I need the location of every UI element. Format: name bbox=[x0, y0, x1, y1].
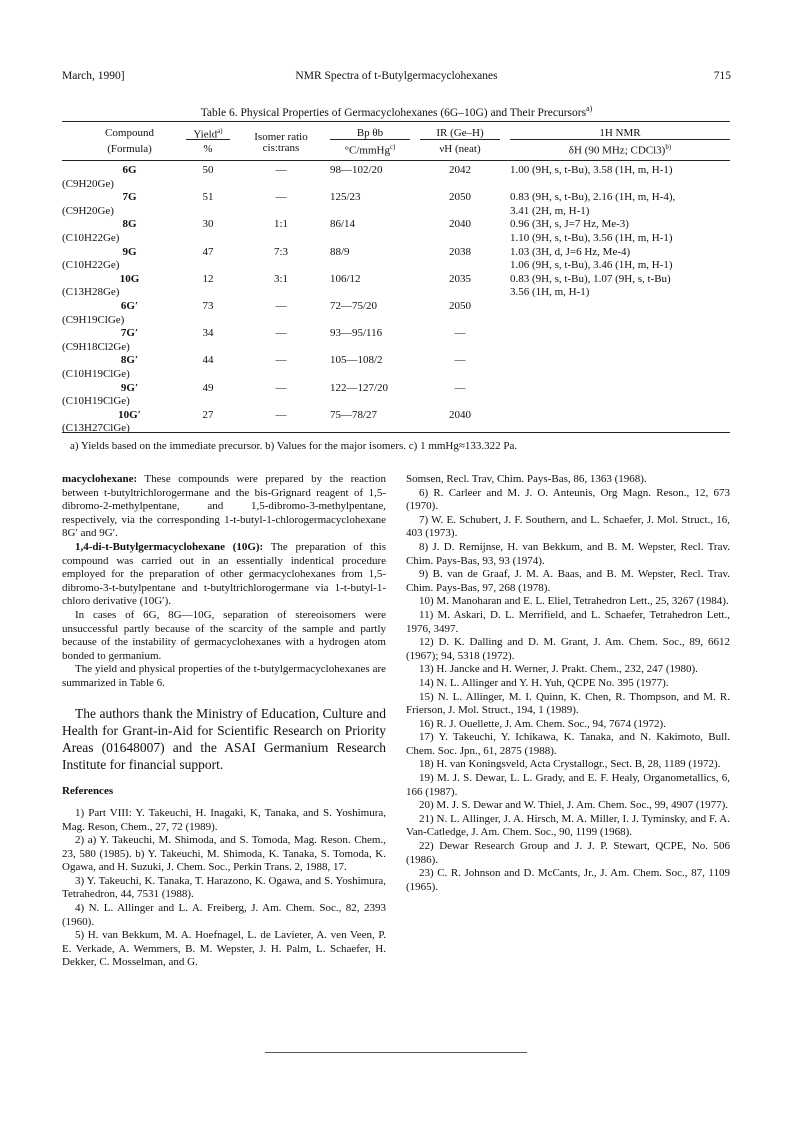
th-isomer-unit: cis:trans bbox=[262, 142, 300, 154]
cell-yield: 73 bbox=[202, 300, 214, 312]
cell-bp: 105—108/2 bbox=[330, 354, 383, 367]
th-nmr-sup: b) bbox=[665, 143, 672, 151]
cell-compound: (C9H20Ge) bbox=[62, 204, 114, 217]
reference-item: 14) N. L. Allinger and Y. H. Yuh, QCPE No. 395 (1977). bbox=[419, 676, 669, 689]
table-caption-text: Table 6. Physical Properties of Germacyclohexanes (6G–10G) and Their Precursors bbox=[200, 106, 587, 119]
header-title: NMR Spectra of t-Butylgermacyclohexanes bbox=[295, 70, 498, 82]
cell-yield: 34 bbox=[202, 327, 214, 340]
table-top-rule bbox=[62, 121, 730, 122]
cell-nmr: 3.56 (1H, m, H-1) bbox=[510, 286, 590, 299]
cell-nmr: 0.83 (9H, s, t-Bu), 2.16 (1H, m, H-4), bbox=[510, 191, 676, 204]
th-compound: Compound bbox=[105, 127, 154, 139]
cell-bp: 122—127/20 bbox=[330, 381, 389, 394]
reference-item: 22) Dewar Research Group and J. J. P. Stewart, QCPE, No. 506 (1986). bbox=[406, 840, 730, 866]
cell-nmr: 3.41 (2H, m, H-1) bbox=[510, 204, 590, 217]
table-row bbox=[62, 286, 730, 299]
th-bp-underline bbox=[330, 139, 410, 140]
cell-compound: 6G bbox=[122, 164, 137, 176]
cell-ratio: — bbox=[275, 191, 287, 204]
cell-compound: 6G′ bbox=[120, 300, 139, 312]
reference-item: 10) M. Manoharan and E. L. Eliel, Tetrahedron Lett., 25, 3267 (1984). bbox=[419, 595, 729, 608]
th-nmr: 1H NMR bbox=[599, 127, 641, 139]
cell-ratio: 7:3 bbox=[273, 245, 289, 258]
th-yield-unit: % bbox=[203, 143, 213, 155]
cell-nmr: 0.96 (3H, s, J=7 Hz, Me-3) bbox=[510, 218, 629, 231]
cell-ir: 2050 bbox=[449, 191, 471, 204]
reference-item: Somsen, Recl. Trav, Chim. Pays-Bas, 86, 1363 (1968). bbox=[406, 473, 647, 485]
cell-ratio: 1:1 bbox=[273, 218, 289, 231]
reference-item: 6) R. Carleer and M. J. O. Anteunis, Org Magn. Reson., 12, 673 (1970). bbox=[406, 486, 730, 513]
reference-item: 23) C. R. Johnson and D. McCants, Jr., J. Am. Chem. Soc., 87, 1109 (1965). bbox=[406, 867, 730, 893]
table-row bbox=[62, 273, 730, 286]
references-heading: References bbox=[62, 785, 114, 798]
cell-ratio: — bbox=[275, 300, 287, 312]
table-bottom-rule bbox=[62, 432, 730, 433]
left-column bbox=[62, 473, 386, 970]
acknowledgement: The authors thank the Ministry of Education, Culture and Health for Grant-in-Aid for Scientific Research on Priority Areas (01648007) and the ASAI Germanium Research Institute for financial support. bbox=[62, 705, 386, 773]
th-yield-label: Yield bbox=[193, 128, 218, 141]
table-row bbox=[62, 354, 730, 367]
cell-bp: 86/14 bbox=[330, 218, 356, 231]
table-row bbox=[62, 422, 730, 435]
cell-yield: 12 bbox=[202, 272, 214, 285]
reference-item: 21) N. L. Allinger, J. A. Hirsch, M. A. Miller, I. J. Tyminsky, and F. A. Van-Catledge, J. Am. Chem. Soc., 90, 1199 (1968). bbox=[406, 812, 730, 839]
reference-item: 9) B. van de Graaf, J. M. A. Baas, and B. M. Wepster, Recl. Trav. Chim. Pays-Bas, 97, 268 (1978). bbox=[406, 568, 730, 594]
th-bp-sup: c) bbox=[389, 143, 396, 151]
cell-compound: 8G′ bbox=[120, 354, 139, 367]
paragraph-2-text: The preparation of this compound was carried out in an essentially indentical procedure employed for the preparation of other germacyclohexanes from 1,5-dibromo-3-t-butylpentane and t-butyltrichlorogermane via 1-t-butyl-1-chloro derivative (10G′). bbox=[62, 540, 387, 608]
th-yield-sup: a) bbox=[217, 127, 223, 135]
reference-item: 7) W. E. Schubert, J. F. Southern, and L. Schaefer, J. Mol. Struct., 16, 403 (1973). bbox=[406, 513, 730, 540]
table-caption-sup: a) bbox=[586, 104, 593, 113]
th-yield-underline bbox=[186, 139, 230, 140]
cell-bp: 106/12 bbox=[330, 272, 361, 285]
reference-item: 1) Part VIII: Y. Takeuchi, H. Inagaki, K, Tanaka, and S. Yoshimura, Mag. Reson, Chem., 27, 72 (1989). bbox=[62, 806, 386, 833]
reference-item: 5) H. van Bekkum, M. A. Hoefnagel, L. de Lavieter, A. ven Veen, P. E. Verkade, A. Wemmers, B. M. Wepster, J. H. Palm, L. Schaefer, H. Dekker, C. Mosselman, and G. bbox=[62, 929, 386, 969]
cell-ir: 2040 bbox=[449, 218, 471, 231]
end-rule bbox=[265, 1052, 527, 1053]
cell-nmr: 1.10 (9H, s, t-Bu), 3.56 (1H, m, H-1) bbox=[510, 232, 673, 244]
reference-item: 2) a) Y. Takeuchi, M. Shimoda, and S. Tomoda, Mag. Reson. Chem., 23, 580 (1985). b) Y. Takeuchi, M. Shimoda, K. Tanaka, S. Tomoda, K. Ogawa, and H. Suzuki, J. Chem. Soc., Perkin Trans. 2, 1988, 17. bbox=[62, 834, 386, 874]
cell-compound: (C10H22Ge) bbox=[62, 232, 120, 244]
cell-compound: (C10H19ClGe) bbox=[62, 395, 130, 408]
cell-compound: (C13H28Ge) bbox=[62, 286, 120, 299]
cell-ratio: — bbox=[275, 354, 287, 367]
cell-ir: 2050 bbox=[449, 300, 471, 312]
cell-nmr: 1.06 (9H, s, t-Bu), 3.46 (1H, m, H-1) bbox=[510, 259, 673, 272]
cell-compound: 10G bbox=[119, 272, 140, 285]
paragraph-4: The yield and physical properties of the t-butylgermacyclohexanes are summarized in Table 6. bbox=[62, 663, 386, 689]
th-ir: IR (Ge–H) bbox=[436, 127, 484, 139]
cell-compound: 7G bbox=[122, 191, 137, 204]
table-footnote: a) Yields based on the immediate precursor. b) Values for the major isomers. c) 1 mmHg≈133.322 Pa. bbox=[70, 440, 518, 452]
table-row bbox=[62, 382, 730, 395]
table-row bbox=[62, 327, 730, 340]
table-row bbox=[62, 409, 730, 422]
cell-compound: (C9H19ClGe) bbox=[62, 313, 125, 326]
reference-item: 19) M. J. S. Dewar, L. L. Grady, and E. F. Healy, Organometallics, 6, 166 (1987). bbox=[406, 772, 730, 798]
running-header bbox=[62, 70, 731, 86]
paragraph-2-head: 1,4-di-t-Butylgermacyclohexane (10G): bbox=[75, 540, 264, 553]
cell-ir: 2042 bbox=[449, 164, 471, 176]
reference-item: 8) J. D. Remijnse, H. van Bekkum, and B. M. Wepster, Recl. Trav. Chim. Pays-Bas, 93, 93 (1974). bbox=[406, 540, 730, 567]
header-date: March, 1990] bbox=[62, 70, 125, 82]
cell-ir: — bbox=[454, 327, 466, 340]
reference-item: 3) Y. Takeuchi, K. Tanaka, T. Harazono, K. Ogawa, and S. Yoshimura, Tetrahedron, 44, 7531 (1988). bbox=[62, 874, 386, 901]
table-row bbox=[62, 218, 730, 231]
th-nmr-underline bbox=[510, 139, 730, 140]
cell-ratio: — bbox=[275, 408, 287, 421]
th-isomer: Isomer ratio bbox=[254, 131, 308, 143]
references-left-list bbox=[62, 807, 386, 970]
cell-bp: 93—95/116 bbox=[330, 327, 383, 340]
table-row bbox=[62, 314, 730, 327]
page-number: 715 bbox=[713, 70, 731, 82]
cell-compound: (C10H22Ge) bbox=[62, 259, 120, 272]
paragraph-3: In cases of 6G, 8G—10G, separation of stereoisomers were unsuccessful partly because of the scarcity of the sample and partly because of the instability of germacyclohexanes with a hydrogen atom bonded to germanium. bbox=[62, 608, 386, 662]
cell-compound: 10G′ bbox=[118, 408, 141, 421]
cell-yield: 50 bbox=[202, 164, 214, 176]
cell-compound: (C9H20Ge) bbox=[62, 177, 114, 190]
cell-ir: — bbox=[454, 381, 466, 394]
reference-item: 11) M. Askari, D. L. Merrifield, and L. Schaefer, Tetrahedron Lett., 1976, 3497. bbox=[406, 608, 730, 635]
th-formula: (Formula) bbox=[107, 143, 152, 155]
paragraph-1 bbox=[62, 473, 386, 541]
cell-bp: 72—75/20 bbox=[330, 300, 378, 312]
cell-yield: 44 bbox=[202, 354, 214, 367]
reference-item: 4) N. L. Allinger and L. A. Freiberg, J. Am. Chem. Soc., 82, 2393 (1960). bbox=[62, 902, 386, 928]
table-row bbox=[62, 232, 730, 245]
cell-ir: 2038 bbox=[449, 245, 471, 258]
th-bp-unit-wrap bbox=[330, 143, 410, 157]
reference-item: 12) D. K. Dalling and D. M. Grant, J. Am. Chem. Soc., 89, 6612 (1967); 94, 5318 (1972). bbox=[406, 636, 730, 662]
cell-nmr: 0.83 (9H, s, t-Bu), 1.07 (9H, s, t-Bu) bbox=[510, 272, 671, 285]
paragraph-1-text: These compounds were prepared by the reaction between t-butyltrichlorogermane and the bis-Grignard reagent of 1,5-dibromo-2-methylpentane, and 1,5-dibromo-3-methylpentane, respectively, via the corresponding 1-t-butyl-1-chlorogermacyclohexane 8G′ and 9G′. bbox=[62, 473, 386, 540]
cell-compound: 8G bbox=[122, 218, 137, 231]
cell-compound: (C13H27ClGe) bbox=[62, 422, 130, 435]
cell-ratio: — bbox=[275, 164, 287, 176]
table-row bbox=[62, 191, 730, 204]
table-caption bbox=[0, 104, 793, 119]
th-bp: Bp θb bbox=[356, 127, 384, 139]
cell-yield: 27 bbox=[202, 408, 214, 421]
cell-compound: 9G′ bbox=[120, 381, 139, 394]
cell-compound: 9G bbox=[122, 245, 137, 258]
cell-yield: 51 bbox=[202, 191, 214, 204]
cell-bp: 125/23 bbox=[330, 191, 361, 204]
th-bp-unit: °C/mmHg bbox=[344, 144, 390, 157]
table-row bbox=[62, 341, 730, 354]
reference-item: 17) Y. Takeuchi, Y. Ichikawa, K. Tanaka, and N. Kakimoto, Bull. Chem. Soc. Jpn., 61, 2875 (1988). bbox=[406, 731, 730, 757]
cell-ir: — bbox=[454, 354, 466, 367]
cell-ratio: — bbox=[275, 327, 287, 340]
cell-yield: 47 bbox=[202, 245, 214, 258]
reference-item: 18) H. van Koningsveld, Acta Crystallogr., Sect. B, 28, 1189 (1972). bbox=[419, 758, 721, 771]
reference-item: 20) M. J. S. Dewar and W. Thiel, J. Am. Chem. Soc., 99, 4907 (1977). bbox=[419, 799, 729, 812]
cell-bp: 98—102/20 bbox=[330, 164, 383, 176]
cell-yield: 30 bbox=[202, 218, 214, 231]
reference-item: 13) H. Jancke and H. Werner, J. Prakt. Chem., 232, 247 (1980). bbox=[419, 663, 698, 676]
th-ir-underline bbox=[420, 139, 500, 140]
table-row bbox=[62, 368, 730, 381]
reference-item: 15) N. L. Allinger, M. I. Quinn, K. Chen, R. Thompson, and M. R. Frierson, J. Mol. Struct., 194, 1 (1989). bbox=[406, 690, 730, 717]
table-header-row-2 bbox=[62, 143, 730, 157]
cell-ir: 2040 bbox=[449, 408, 471, 421]
cell-nmr: 1.00 (9H, s, t-Bu), 3.58 (1H, m, H-1) bbox=[510, 164, 673, 176]
table-row bbox=[62, 300, 730, 313]
cell-compound: (C9H18Cl2Ge) bbox=[62, 340, 130, 353]
table-header-rule bbox=[62, 160, 730, 161]
right-column bbox=[406, 473, 730, 894]
references-right-list bbox=[406, 473, 730, 894]
paragraph-2 bbox=[62, 541, 386, 609]
table-row bbox=[62, 205, 730, 218]
cell-compound: (C10H19ClGe) bbox=[62, 368, 130, 380]
cell-ratio: 3:1 bbox=[273, 272, 289, 285]
table-row bbox=[62, 164, 730, 177]
cell-ir: 2035 bbox=[449, 272, 471, 285]
th-ir-unit: νH (neat) bbox=[439, 143, 481, 155]
cell-compound: 7G′ bbox=[120, 327, 139, 340]
cell-ratio: — bbox=[275, 381, 287, 394]
th-nmr-unit: δH (90 MHz; CDCl3) bbox=[568, 144, 666, 157]
table-row bbox=[62, 178, 730, 191]
paragraph-1-head: macyclohexane: bbox=[62, 473, 138, 485]
reference-item: 16) R. J. Ouellette, J. Am. Chem. Soc., 94, 7674 (1972). bbox=[419, 717, 666, 730]
cell-bp: 88/9 bbox=[330, 245, 350, 258]
table-row bbox=[62, 259, 730, 272]
cell-yield: 49 bbox=[202, 381, 214, 394]
cell-bp: 75—78/27 bbox=[330, 408, 378, 421]
th-nmr-unit-wrap bbox=[510, 143, 730, 157]
table-row bbox=[62, 395, 730, 408]
table-row bbox=[62, 246, 730, 259]
cell-nmr: 1.03 (3H, d, J=6 Hz, Me-4) bbox=[510, 245, 631, 258]
